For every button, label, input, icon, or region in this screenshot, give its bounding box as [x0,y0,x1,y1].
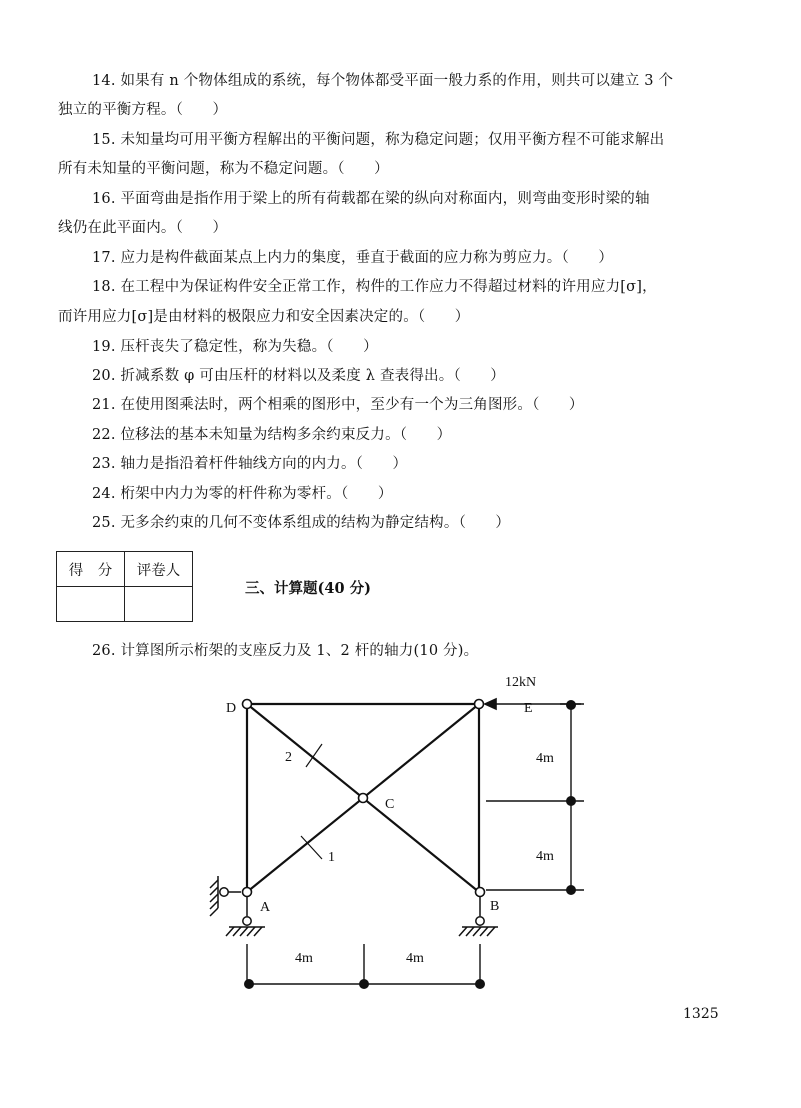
question-24: 24. 桁架中内力为零的杆件称为零杆。（ ） [92,486,393,502]
question-20: 20. 折减系数 φ 可由压杆的材料以及柔度 λ 查表得出。（ ） [92,368,505,384]
question-16-line-1: 16. 平面弯曲是指作用于梁上的所有荷载都在梁的纵向对称面内，则弯曲变形时梁的轴 [92,191,650,207]
question-16-line-2: 线仍在此平面内。（ ） [58,220,228,236]
question-17: 17. 应力是构件截面某点上内力的集度，垂直于截面的应力称为剪应力。（ ） [92,250,614,266]
label-dim-v-bottom: 4m [536,849,554,864]
score-header: 得 分 [57,552,125,587]
question-21: 21. 在使用图乘法时，两个相乘的图形中，至少有一个为三角图形。（ ） [92,397,584,413]
question-18-line-2: 而许用应力[σ]是由材料的极限应力和安全因素决定的。（ ） [58,309,470,325]
page-number: 1325 [683,1006,719,1022]
label-node-b: B [490,899,500,914]
label-dim-h-left: 4m [295,951,313,966]
label-dim-v-top: 4m [536,751,554,766]
problem-26-text: 26. 计算图所示桁架的支座反力及 1、2 杆的轴力(10 分)。 [92,643,479,659]
question-15-line-2: 所有未知量的平衡问题，称为不稳定问题。（ ） [58,161,389,177]
joint-e [475,700,484,709]
question-14-line-1: 14. 如果有 n 个物体组成的系统，每个物体都受平面一般力系的作用，则共可以建立 3 个 [92,73,674,89]
dim-v-dot-top [566,700,576,710]
question-23: 23. 轴力是指沿着杆件轴线方向的内力。（ ） [92,456,408,472]
load-arrowhead [485,699,496,709]
grader-header: 评卷人 [125,552,193,587]
dim-h-dot-left [244,979,254,989]
dim-h-dot-mid [359,979,369,989]
support-a-horizontal [210,876,241,916]
dim-v-dot-bottom [566,885,576,895]
joint-c [359,794,368,803]
question-25: 25. 无多余约束的几何不变体系组成的结构为静定结构。（ ） [92,515,511,531]
label-node-c: C [385,797,395,812]
label-node-a: A [260,900,271,915]
section-title: 三、计算题(40 分) [245,580,371,597]
question-19: 19. 压杆丧失了稳定性，称为失稳。（ ） [92,339,378,355]
label-node-d: D [226,701,237,716]
label-member-2: 2 [285,750,292,765]
label-dim-h-right: 4m [406,951,424,966]
question-22: 22. 位移法的基本未知量为结构多余约束反力。（ ） [92,427,452,443]
label-load: 12kN [505,675,537,690]
question-15-line-1: 15. 未知量均可用平衡方程解出的平衡问题，称为稳定问题；仅用平衡方程不可能求解出 [92,132,665,148]
dim-v-dot-mid [566,796,576,806]
question-18-line-1: 18. 在工程中为保证构件安全正常工作，构件的工作应力不得超过材料的许用应力[σ]， [92,279,657,295]
dim-h-dot-right [475,979,485,989]
joint-b [476,888,485,897]
joint-d [243,700,252,709]
label-node-e: E [524,701,533,716]
label-member-1: 1 [328,850,335,865]
joint-a [243,888,252,897]
question-14-line-2: 独立的平衡方程。（ ） [58,102,228,118]
